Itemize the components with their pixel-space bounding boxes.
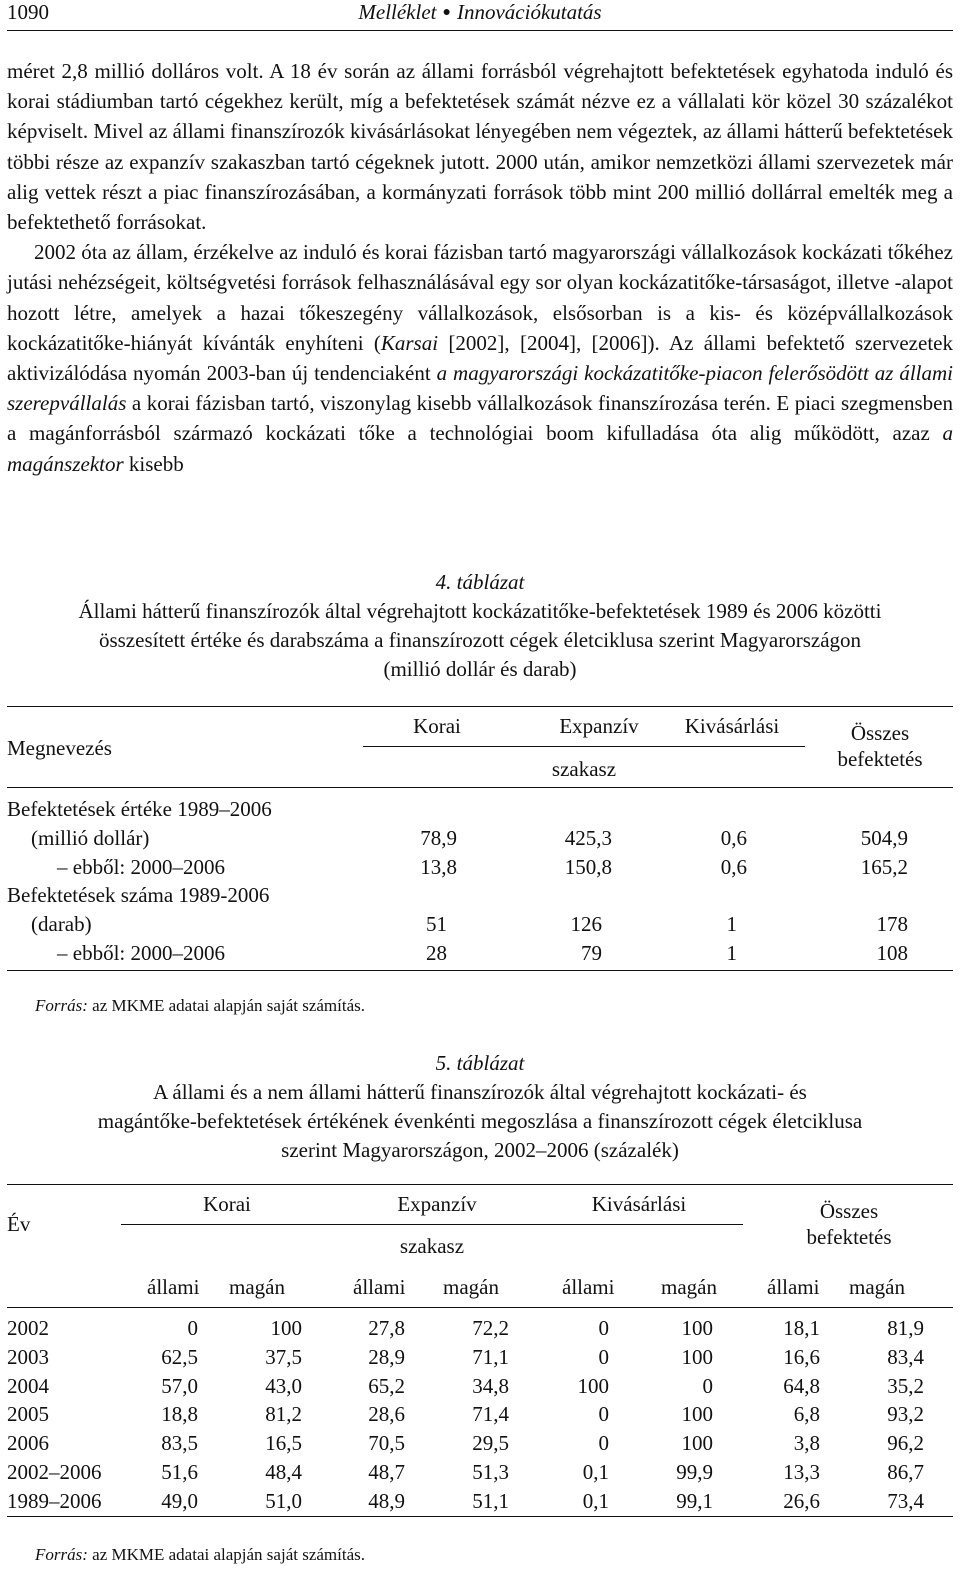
table5-cell: 48,4 — [265, 1460, 302, 1484]
table4-title-line-2: összesített értéke és darabszáma a finanszírozott cégek életciklusa szerint Magyarországon — [98, 628, 862, 652]
table5-header-kivasarlasi: Kivásárlási — [591, 1192, 687, 1216]
table5-caption — [7, 1049, 953, 1165]
table5-title-line-3: szerint Magyarországon, 2002–2006 (százalék) — [281, 1138, 679, 1162]
table4-caption — [7, 568, 953, 684]
table5-cell: 18,8 — [161, 1402, 198, 1427]
table5-sub-korai-allami: állami — [147, 1275, 200, 1299]
page: 1090 Melléklet ● Innovációkutatás méret 2,8 millió dolláros volt. A 18 év során az állami forrásból végrehajtott befektetések egyhatoda induló és korai stádiumban tartó cégekhez került, míg a befektetések számát nézve ez a vállalati kör közel 30 százalékot képviselt. Mivel az állami finanszírozók kivásárlásokat lényegében nem végeztek, az állami hátterű befektetések többi része az expanzív szakaszban tartó cégeknek jutott. 2000 után, amikor nemzetközi állami szervezetek már alig vettek részt a piac finanszírozásában, a kormányzati források több mint 200 millió dollárral emelték meg a befektethető forrásokat. 2002 óta az állam, érzékelve az induló és korai fázisban tartó magyarországi vállalkozások kockázati tőkéhez jutási nehézségeit, költségvetési források felhasználásával egy sor olyan kockázatitőke-társaságot, illetve -alapot hozott létre, amelyek a hazai tőkeszegény vállalkozások, elsősorban is a kis- és középvállalkozások kockázatitőke-hiányát kívánták enyhíteni (Karsai [2002], [2004], [2006]). Az állami befektető szervezetek aktivizálódása nyomán 2003-ban új tendenciaként a magyarországi kockázatitőke-piacon felerősödött az állami szerepvállalás a korai fázisban tartó, viszonylag kisebb vállalkozások finanszírozása terén. E piaci szegmensben a magánforrásból származó kockázati tőke a technológiai boom kifulladása óta alig működött, azaz a magánszektor kisebb 4. táblázat Állami hátterű finanszírozók által végrehajtott kockázatitőke-befektetések 1989 és 2006 közötti összesített értéke és darabszáma a finanszírozott cégek életciklusa szerint Magyarországon (millió dollár és darab) Megnevezés Korai Expanzív Kivásárlási szakasz Összes befektetés Befektetések értéke 1989–2006 (millió dollár) 78,9 425,3 0,6 504,9 – ebből: 2000–2006 13,8 150,8 0,6 165,2 Befektetések száma 1989-2006 (darab) 51 126 1 178 – ebből: 2000–2006 28 79 1 108 Forrás: az MKME adatai alapján saját számítás. 5. táblázat A állami és a nem állami hátterű finanszírozók által végrehajtott kockázati- és magántőke-befektetések értékének évenkénti megoszlása a finanszírozott cégek életciklusa szerint Magyarországon, 2002–2006 (százalék) Év Korai Expanzív Kivásárlási szakasz Összes befektetés állami magán állami magán állami magán állami magán 2002 0 100 27,8 72,2 0 100 18,1 81,9 2003 62,5 37,5 28,9 71,1 0 100 16,6 83,4 2004 57,0 43,0 65,2 34,8 100 0 64,8 35,2 2005 18,8 81,2 28,6 71,4 0 100 6,8 93,2 2006 83,5 16,5 70,5 29,5 0 100 3,8 96,2 2002–2006 51,6 48,4 48,7 51,3 0,1 99,9 13,3 86,7 1989–2006 49,0 51,0 48,9 51,1 0,1 99,1 26,6 73,4 Forrás: az MKME adatai alapján saját számítás. — [7, 0, 954, 1564]
page-number: 1090 — [7, 0, 49, 24]
table5-year: 2005 — [7, 1402, 49, 1427]
table5-cell: 93,2 — [887, 1402, 924, 1427]
table5-number: 5. táblázat — [435, 1051, 525, 1075]
table5-cell: 37,5 — [265, 1344, 302, 1369]
table5-cell: 51,0 — [265, 1488, 302, 1513]
table5-year: 2002 — [7, 1316, 49, 1340]
table5-top-rule — [7, 1184, 953, 1185]
table4-header-expanziv: Expanzív — [559, 714, 639, 738]
table5-cell: 96,2 — [887, 1431, 924, 1456]
bullet-icon: ● — [442, 5, 451, 20]
table5-cell: 18,1 — [783, 1316, 820, 1340]
table5-year: 2006 — [7, 1431, 49, 1456]
table4-bottom-rule — [7, 970, 953, 971]
table5-cell: 83,5 — [161, 1431, 198, 1456]
table5-sub-expanziv-magan: magán — [443, 1275, 499, 1299]
table4-number: 4. táblázat — [435, 570, 525, 594]
table5-cell: 100 — [681, 1402, 713, 1427]
running-title-right: Innovációkutatás — [456, 0, 602, 24]
table5-header-ev: Év — [7, 1212, 31, 1236]
table5-cell: 70,5 — [368, 1431, 405, 1456]
table5-cell: 0 — [598, 1431, 609, 1456]
table5-cell: 71,1 — [472, 1344, 509, 1369]
header-rule — [7, 30, 953, 31]
table5-cell: 51,6 — [161, 1460, 198, 1484]
table5-cell: 0 — [598, 1402, 609, 1427]
table4-header-osszes-1: Összes — [850, 721, 910, 745]
table5-cell: 0 — [187, 1316, 198, 1340]
table5-sub-osszes-allami: állami — [767, 1275, 820, 1299]
table5-cell: 0,1 — [582, 1488, 609, 1513]
table5-cell: 100 — [681, 1431, 713, 1456]
table5-cell: 73,4 — [887, 1488, 924, 1513]
table5-header-rule — [7, 1307, 953, 1308]
table5-cell: 28,9 — [368, 1344, 405, 1369]
running-title-left: Melléklet — [358, 0, 437, 24]
table5-cell: 48,7 — [368, 1460, 405, 1484]
body-text — [7, 56, 953, 479]
table5-source: Forrás: az MKME adatai alapján saját számítás. — [35, 1545, 365, 1564]
table5-cell: 64,8 — [783, 1373, 820, 1398]
table5-year: 2002–2006 — [7, 1460, 102, 1484]
table4-header-rule — [7, 787, 953, 788]
table4-span-rule — [363, 746, 805, 747]
table5-cell: 100 — [681, 1344, 713, 1369]
table4-source: Forrás: az MKME adatai alapján saját számítás. — [35, 996, 365, 1015]
table5-cell: 49,0 — [161, 1488, 198, 1513]
table5-cell: 51,1 — [472, 1488, 509, 1513]
table4-header-korai: Korai — [413, 714, 461, 738]
table5-cell: 100 — [577, 1373, 609, 1398]
table5-header-osszes-2: befektetés — [806, 1225, 892, 1249]
table5-header-szakasz: szakasz — [399, 1234, 465, 1258]
table5-cell: 29,5 — [472, 1431, 509, 1456]
table5-cell: 62,5 — [161, 1344, 198, 1369]
table5-cell: 65,2 — [368, 1373, 405, 1398]
table5-cell: 72,2 — [472, 1316, 509, 1340]
table5-cell: 57,0 — [161, 1373, 198, 1398]
table5-cell: 100 — [270, 1316, 302, 1340]
table4-header-kivasarlasi: Kivásárlási — [684, 714, 780, 738]
emphasis-2: a magánszektor — [7, 421, 953, 476]
table5-cell: 81,9 — [887, 1316, 924, 1340]
table5-header-korai: Korai — [203, 1192, 251, 1216]
table5-year: 2003 — [7, 1344, 49, 1369]
table5-cell: 71,4 — [472, 1402, 509, 1427]
citation-author: Karsai — [380, 330, 439, 355]
table5-cell: 0 — [702, 1373, 713, 1398]
table5-cell: 83,4 — [887, 1344, 924, 1369]
table5-sub-kivasarlasi-allami: állami — [562, 1275, 615, 1299]
table5-cell: 81,2 — [265, 1402, 302, 1427]
table5-span-rule — [121, 1224, 743, 1225]
table4-top-rule — [7, 706, 953, 707]
table5-cell: 100 — [681, 1316, 713, 1340]
table4-title-line-3: (millió dollár és darab) — [383, 657, 577, 681]
emphasis-1: a magyarországi kockázatitőke-piacon felerősödött az állami szerepvállalás — [7, 361, 954, 416]
table5-cell: 48,9 — [368, 1488, 405, 1513]
table5-title-line-2: magántőke-befektetések értékének évenkénti megoszlása a finanszírozott cégek életciklusa — [97, 1109, 863, 1133]
table5-cell: 16,5 — [265, 1431, 302, 1456]
table4-header-osszes-2: befektetés — [837, 747, 923, 771]
paragraph-1: méret 2,8 millió dolláros volt. A 18 év során az állami forrásból végrehajtott befektetések egyhatoda induló és korai stádiumban tartó cégekhez került, míg a befektetések számát nézve ez a vállalati kör közel 30 százalékot képviselt. Mivel az állami finanszírozók kivásárlásokat lényegében nem végeztek, az állami hátterű befektetések többi része az expanzív szakaszban tartó cégeknek jutott. 2000 után, amikor nemzetközi állami szervezetek már alig vettek részt a piac finanszírozásában, a kormányzati források több mint 200 millió dollárral emelték meg a befektethető forrásokat. — [7, 59, 953, 235]
table5-cell: 43,0 — [265, 1373, 302, 1398]
table4-header-name: Megnevezés — [7, 736, 112, 760]
table5-bottom-rule — [7, 1516, 953, 1517]
table5-header-osszes-1: Összes — [819, 1199, 879, 1223]
table5-cell: 3,8 — [793, 1431, 820, 1456]
table5-year: 1989–2006 — [7, 1488, 102, 1513]
table5-title-line-1: A állami és a nem állami hátterű finanszírozók által végrehajtott kockázati- és — [153, 1080, 807, 1104]
table5-sub-korai-magan: magán — [229, 1275, 285, 1299]
table5-cell: 26,6 — [783, 1488, 820, 1513]
table4-header-szakasz: szakasz — [551, 757, 617, 781]
table5-header-expanziv: Expanzív — [397, 1192, 477, 1216]
table5-cell: 34,8 — [472, 1373, 509, 1398]
table5-cell: 86,7 — [887, 1460, 924, 1484]
table5-sub-kivasarlasi-magan: magán — [661, 1275, 717, 1299]
table5-cell: 27,8 — [368, 1316, 405, 1340]
table5-cell: 28,6 — [368, 1402, 405, 1427]
running-header — [7, 0, 953, 38]
table4-title-line-1: Állami hátterű finanszírozók által végrehajtott kockázatitőke-befektetések 1989 és 2006 közötti — [78, 599, 882, 623]
table5-sub-osszes-magan: magán — [849, 1275, 905, 1299]
table5-cell: 99,9 — [676, 1460, 713, 1484]
table5-cell: 0 — [598, 1316, 609, 1340]
table5-cell: 35,2 — [887, 1373, 924, 1398]
table5-sub-expanziv-allami: állami — [353, 1275, 406, 1299]
table5-cell: 99,1 — [676, 1488, 713, 1513]
table5-cell: 0 — [598, 1344, 609, 1369]
table5-cell: 16,6 — [783, 1344, 820, 1369]
table5-cell: 6,8 — [793, 1402, 820, 1427]
table5-cell: 13,3 — [783, 1460, 820, 1484]
running-title — [7, 0, 953, 25]
table5-year: 2004 — [7, 1373, 49, 1398]
table5-cell: 0,1 — [582, 1460, 609, 1484]
paragraph-2: 2002 óta az állam, érzékelve az induló és korai fázisban tartó magyarországi vállalkozások kockázati tőkéhez jutási nehézségeit, költségvetési források felhasználásával egy sor olyan kockázatitőke-társaságot, illetve -alapot hozott létre, amelyek a hazai tőkeszegény vállalkozások, elsősorban is a kis- és középvállalkozások kockázatitőke-hiányát kívánták enyhíteni (Karsai [2002], [2004], [2006]). Az állami befektető szervezetek aktivizálódása nyomán 2003-ban új tendenciaként a magyarországi kockázatitőke-piacon felerősödött az állami szerepvállalás a korai fázisban tartó, viszonylag kisebb vállalkozások finanszírozása terén. E piaci szegmensben a magánforrásból származó kockázati tőke a technológiai boom kifulladása óta alig működött, azaz a magánszektor kisebb — [7, 240, 954, 476]
table5-cell: 51,3 — [472, 1460, 509, 1484]
